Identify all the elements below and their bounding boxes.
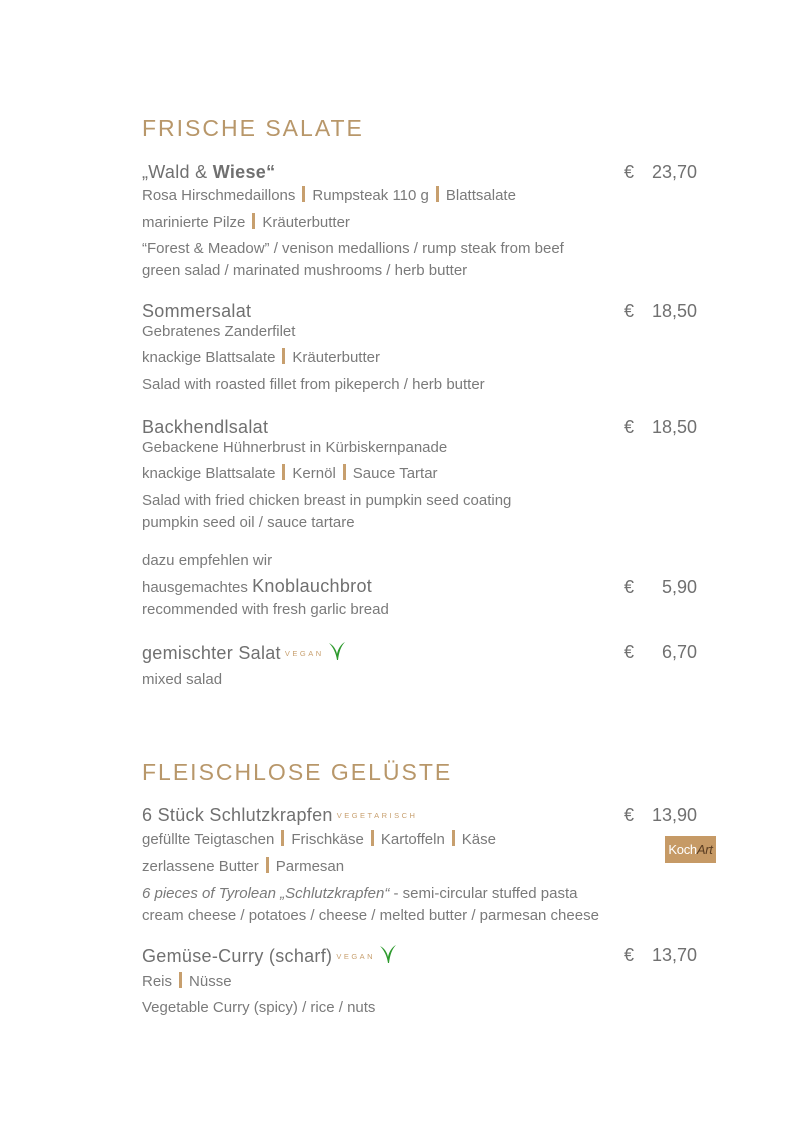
item-translation: Vegetable Curry (spicy) / rice / nuts — [142, 999, 376, 1016]
item-price: € 18,50 — [624, 417, 697, 437]
menu-item-gemischter-salat — [142, 641, 702, 690]
separator-bar — [282, 348, 285, 364]
item-description: knackige Blattsalate Kräuterbutter — [142, 349, 380, 366]
menu-item-gemuese-curry — [142, 944, 702, 1018]
vegan-tag: VEGAN — [336, 952, 376, 961]
item-price: € 5,90 — [624, 577, 697, 597]
separator-bar — [302, 186, 305, 202]
item-translation: Salad with roasted fillet from pikeperch / herb butter — [142, 376, 485, 393]
separator-bar — [452, 830, 455, 846]
separator-bar — [252, 213, 255, 229]
item-description: Gebackene Hühnerbrust in Kürbiskernpanade — [142, 439, 448, 456]
separator-bar — [436, 186, 439, 202]
item-name: „Wald & Wiese“ — [142, 162, 276, 182]
item-name: 6 Stück Schlutzkrapfen VEGETARISCH — [142, 805, 418, 825]
menu-item-knoblauchbrot — [142, 551, 702, 620]
item-intro: dazu empfehlen wir — [142, 552, 273, 569]
item-price: € 18,50 — [624, 301, 697, 321]
item-name: gemischter Salat VEGAN — [142, 641, 702, 666]
item-price: € 6,70 — [624, 642, 697, 662]
kochart-badge: KochArt — [665, 836, 716, 863]
item-translation: Salad with fried chicken breast in pumpkin seed coating pumpkin seed oil / sauce tartare — [142, 492, 512, 531]
vegetarian-tag: VEGETARISCH — [336, 811, 418, 820]
menu-item-wald-wiese — [142, 161, 702, 282]
item-price: € 23,70 — [624, 162, 697, 182]
item-name: hausgemachtes Knoblauchbrot — [142, 576, 373, 596]
separator-bar — [343, 464, 346, 480]
separator-bar — [371, 830, 374, 846]
item-description: zerlassene Butter Parmesan — [142, 858, 345, 875]
item-description: gefüllte Teigtaschen Frischkäse Kartoffeln Käse — [142, 831, 496, 848]
item-name: Gemüse-Curry (scharf) VEGAN — [142, 944, 702, 969]
separator-bar — [266, 857, 269, 873]
separator-bar — [281, 830, 284, 846]
menu-item-schlutzkrapfen — [142, 804, 702, 927]
vegan-leaf-icon — [328, 641, 346, 666]
section-title-frische-salate: FRISCHE SALATE — [142, 115, 364, 141]
item-translation: 6 pieces of Tyrolean „Schlutzkrapfen“ - semi-circular stuffed pasta cream cheese / potatoes / cheese / melted butter / parmesan cheese — [142, 885, 599, 924]
item-description: knackige Blattsalate Kernöl Sauce Tartar — [142, 465, 438, 482]
item-description: marinierte Pilze Kräuterbutter — [142, 214, 350, 231]
item-translation: “Forest & Meadow” / venison medallions / rump steak from beef green salad / marinated mushrooms / herb butter — [142, 240, 564, 279]
section-title-fleischlose-gelueste: FLEISCHLOSE GELÜSTE — [142, 759, 453, 785]
item-description: Rosa Hirschmedaillons Rumpsteak 110 g Blattsalate — [142, 187, 516, 204]
item-price: € 13,90 — [624, 805, 697, 825]
item-name: Backhendlsalat — [142, 417, 269, 437]
separator-bar — [179, 972, 182, 988]
item-description: Gebratenes Zanderfilet — [142, 323, 296, 340]
item-price: € 13,70 — [624, 945, 697, 965]
vegan-leaf-icon — [379, 944, 397, 969]
menu-item-sommersalat — [142, 300, 702, 396]
item-translation: mixed salad — [142, 671, 223, 688]
separator-bar — [282, 464, 285, 480]
item-name: Sommersalat — [142, 301, 252, 321]
vegan-tag: VEGAN — [284, 649, 324, 658]
menu-item-backhendlsalat — [142, 416, 702, 534]
item-translation: recommended with fresh garlic bread — [142, 601, 389, 618]
item-description: Reis Nüsse — [142, 973, 232, 990]
